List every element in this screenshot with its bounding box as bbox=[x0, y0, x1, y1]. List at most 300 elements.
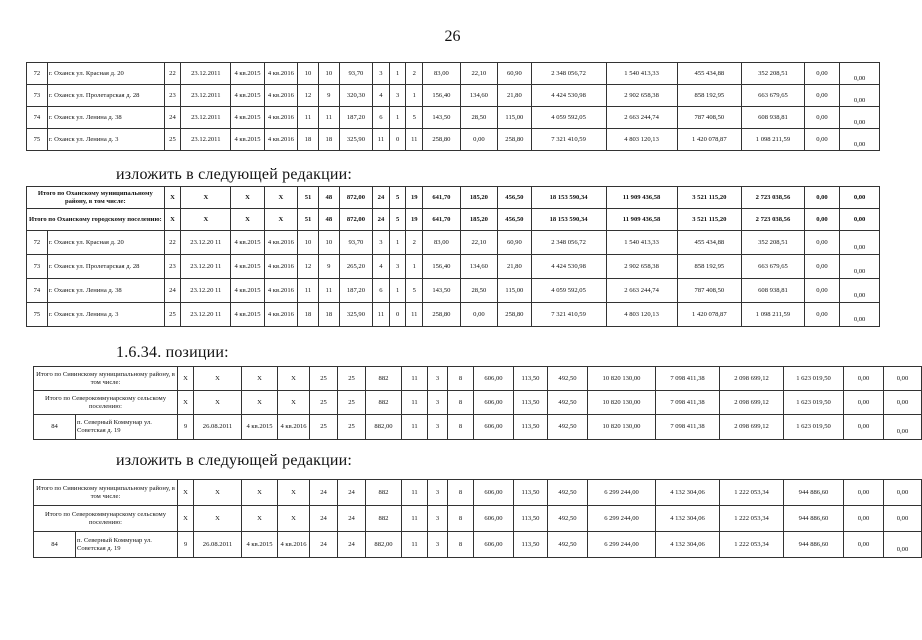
table-cell bbox=[474, 480, 514, 506]
cell-text: 4 803 120,13 bbox=[624, 135, 659, 143]
table-cell bbox=[164, 279, 181, 303]
cell-text: 944 886,60 bbox=[798, 514, 829, 522]
table-cell bbox=[742, 255, 805, 279]
cell-text: 0,00 bbox=[816, 69, 828, 77]
cell-text: 2 348 056,72 bbox=[551, 69, 586, 77]
table-cell bbox=[428, 391, 448, 415]
cell-text: 11 bbox=[411, 374, 418, 382]
table-cell bbox=[448, 532, 474, 558]
cell-text: 11 bbox=[411, 423, 418, 431]
table-cell bbox=[498, 303, 531, 327]
cell-text: 0,00 bbox=[816, 310, 828, 318]
cell-text: 84 bbox=[51, 540, 58, 548]
table-cell bbox=[884, 532, 922, 558]
cell-text: X bbox=[215, 374, 220, 382]
cell-text: 858 192,95 bbox=[694, 91, 725, 99]
cell-text: 1 623 019,50 bbox=[796, 374, 831, 382]
table-cell bbox=[366, 480, 402, 506]
cell-text: 4 кв.2016 bbox=[267, 238, 294, 246]
cell-text: 24 bbox=[377, 215, 385, 223]
table-cell bbox=[310, 506, 338, 532]
cell-text: 10 bbox=[325, 238, 333, 246]
table-cell bbox=[406, 107, 423, 129]
cell-text: 25 bbox=[169, 135, 176, 143]
table-cell bbox=[339, 209, 372, 231]
cell-text: 25 bbox=[320, 398, 327, 406]
cell-text: 72 bbox=[33, 238, 41, 246]
cell-text: 25 bbox=[348, 374, 355, 382]
cell-text: X bbox=[170, 193, 175, 201]
table-cell bbox=[278, 391, 310, 415]
cell-text: 0,00 bbox=[853, 291, 866, 299]
table-cell bbox=[278, 367, 310, 391]
cell-text: 0,00 bbox=[857, 540, 870, 548]
table-cell bbox=[804, 107, 839, 129]
table-cell bbox=[164, 255, 181, 279]
cell-text: 4 кв.2015 bbox=[234, 69, 261, 77]
table-cell bbox=[318, 107, 339, 129]
cell-text: г. Оханск ул. Красная д. 20 bbox=[48, 69, 124, 77]
cell-text: X bbox=[183, 374, 188, 382]
table-cell bbox=[548, 480, 588, 506]
cell-text: 134,60 bbox=[469, 91, 488, 99]
table-cell bbox=[588, 415, 656, 440]
cell-text: 0,00 bbox=[853, 215, 866, 223]
table-cell bbox=[264, 107, 297, 129]
table-cell bbox=[339, 107, 372, 129]
table-cell bbox=[318, 129, 339, 151]
table-cell bbox=[231, 209, 264, 231]
table-cell bbox=[27, 63, 48, 85]
table-cell bbox=[720, 391, 784, 415]
table-cell bbox=[231, 255, 264, 279]
table-cell bbox=[366, 532, 402, 558]
cell-text: 156,40 bbox=[432, 262, 451, 270]
table-cell bbox=[194, 480, 242, 506]
cell-text: 0,00 bbox=[816, 193, 828, 201]
table-cell bbox=[677, 209, 742, 231]
table-cell bbox=[548, 415, 588, 440]
table-cell bbox=[531, 187, 606, 209]
cell-text: 3 521 115,20 bbox=[692, 193, 727, 201]
table-cell bbox=[318, 279, 339, 303]
cell-text: 7 321 410,59 bbox=[551, 310, 586, 318]
table-cell bbox=[318, 85, 339, 107]
table-cell bbox=[423, 303, 461, 327]
cell-text: X bbox=[291, 374, 296, 382]
cell-text: 18 153 590,34 bbox=[549, 193, 588, 201]
cell-text: 185,20 bbox=[469, 215, 488, 223]
cell-text: 3 bbox=[435, 398, 440, 406]
cell-text: 4 кв.2016 bbox=[280, 423, 307, 431]
cell-text: 608 938,81 bbox=[758, 286, 788, 294]
table-cell bbox=[548, 532, 588, 558]
cell-text: 156,40 bbox=[432, 91, 451, 99]
table-cell bbox=[402, 367, 428, 391]
table-cell bbox=[840, 107, 880, 129]
cell-text: 882,00 bbox=[374, 540, 393, 548]
cell-text: 1 098 211,59 bbox=[755, 135, 791, 143]
cell-text: 113,50 bbox=[521, 488, 540, 496]
cell-text: X bbox=[215, 488, 220, 496]
cell-text: 3 521 115,20 bbox=[692, 215, 727, 223]
table-cell bbox=[423, 129, 461, 151]
table-cell bbox=[181, 63, 231, 85]
cell-text: 4 кв.2016 bbox=[267, 113, 294, 121]
table-cell bbox=[373, 209, 390, 231]
cell-text: 23.12.20 11 bbox=[190, 238, 222, 246]
table-cell bbox=[844, 480, 884, 506]
cell-text: 93,70 bbox=[348, 69, 364, 77]
table-cell bbox=[677, 187, 742, 209]
cell-text: X bbox=[170, 215, 175, 223]
table-cell bbox=[531, 85, 606, 107]
table-cell bbox=[804, 63, 839, 85]
table-cell bbox=[164, 209, 181, 231]
table-original-siva bbox=[33, 366, 922, 440]
cell-text: 7 098 411,38 bbox=[670, 423, 705, 431]
cell-text: 0,00 bbox=[816, 91, 828, 99]
table-cell bbox=[47, 231, 164, 255]
cell-text: 2 902 658,38 bbox=[624, 262, 659, 270]
cell-text: 113,50 bbox=[521, 514, 540, 522]
total-label-cell bbox=[34, 480, 178, 506]
table-cell bbox=[298, 279, 319, 303]
table-cell bbox=[514, 367, 548, 391]
cell-text: 325,90 bbox=[346, 310, 365, 318]
table-cell bbox=[448, 415, 474, 440]
cell-text: 74 bbox=[33, 113, 41, 121]
cell-text: 492,50 bbox=[558, 540, 577, 548]
cell-text: 11 909 436,58 bbox=[622, 193, 661, 201]
cell-text: 882 bbox=[378, 398, 389, 406]
table-cell bbox=[531, 231, 606, 255]
table-cell bbox=[720, 480, 784, 506]
cell-text: 4 424 530,98 bbox=[551, 91, 586, 99]
cell-text: X bbox=[215, 398, 220, 406]
cell-text: X bbox=[257, 398, 262, 406]
table-cell bbox=[514, 532, 548, 558]
table-cell bbox=[498, 129, 531, 151]
cell-text: 3 bbox=[435, 488, 440, 496]
table-cell bbox=[298, 303, 319, 327]
cell-text: 25 bbox=[348, 398, 355, 406]
cell-text: 11 bbox=[411, 540, 418, 548]
cell-text: 2 098 699,12 bbox=[734, 398, 769, 406]
table-cell bbox=[181, 303, 231, 327]
cell-text: 0 bbox=[395, 135, 400, 143]
table-cell bbox=[47, 85, 164, 107]
table-cell bbox=[656, 480, 720, 506]
table-cell bbox=[460, 129, 498, 151]
cell-text: 0,00 bbox=[816, 262, 828, 270]
table-cell bbox=[423, 107, 461, 129]
table-cell bbox=[428, 480, 448, 506]
cell-text: 0 bbox=[395, 310, 400, 318]
cell-text: X bbox=[257, 374, 262, 382]
cell-text: 10 bbox=[325, 69, 333, 77]
cell-text: 0,00 bbox=[473, 310, 485, 318]
table-cell bbox=[181, 129, 231, 151]
table-cell bbox=[373, 85, 390, 107]
cell-text: 606,00 bbox=[484, 398, 503, 406]
table-cell bbox=[389, 63, 406, 85]
cell-text: 606,00 bbox=[484, 540, 503, 548]
table-cell bbox=[366, 415, 402, 440]
table-cell bbox=[423, 63, 461, 85]
cell-text: 18 bbox=[304, 135, 312, 143]
table-cell bbox=[27, 255, 48, 279]
table-cell bbox=[242, 506, 278, 532]
cell-text: 3 bbox=[379, 69, 383, 77]
table-row bbox=[27, 85, 880, 107]
table-cell bbox=[677, 85, 742, 107]
cell-text: 606,00 bbox=[484, 514, 503, 522]
table-cell bbox=[498, 279, 531, 303]
table-row bbox=[34, 415, 922, 440]
table-cell bbox=[460, 107, 498, 129]
cell-text: 258,80 bbox=[505, 310, 524, 318]
cell-text: 641,70 bbox=[432, 193, 451, 201]
table-cell bbox=[588, 391, 656, 415]
table-cell bbox=[531, 303, 606, 327]
cell-text: 8 bbox=[458, 423, 463, 431]
table-cell bbox=[406, 129, 423, 151]
table-cell bbox=[677, 279, 742, 303]
cell-text: 11 bbox=[377, 310, 385, 318]
table-row bbox=[27, 279, 880, 303]
cell-text: 1 420 078,87 bbox=[692, 310, 727, 318]
table-cell bbox=[804, 279, 839, 303]
table-cell bbox=[784, 532, 844, 558]
table-cell bbox=[47, 279, 164, 303]
cell-text: 456,50 bbox=[505, 193, 524, 201]
cell-text: 4 424 530,98 bbox=[551, 262, 586, 270]
table-cell bbox=[720, 367, 784, 391]
cell-text: X bbox=[203, 193, 209, 201]
table-original-oxansk bbox=[26, 62, 880, 151]
table-cell bbox=[47, 107, 164, 129]
table-cell bbox=[310, 415, 338, 440]
cell-text: 455 434,88 bbox=[694, 69, 725, 77]
cell-text: 0,00 bbox=[857, 514, 870, 522]
cell-text: 11 bbox=[411, 310, 418, 318]
table-cell bbox=[389, 231, 406, 255]
page-number: 26 bbox=[444, 28, 461, 45]
cell-text: X bbox=[215, 514, 220, 522]
table-cell bbox=[742, 231, 805, 255]
table-cell bbox=[840, 209, 880, 231]
cell-text: X bbox=[183, 514, 188, 522]
cell-text: 2 bbox=[412, 238, 416, 246]
cell-text: 134,60 bbox=[469, 262, 488, 270]
table-cell bbox=[498, 107, 531, 129]
table-cell bbox=[406, 209, 423, 231]
table-cell bbox=[338, 415, 366, 440]
table-cell bbox=[181, 107, 231, 129]
table-cell bbox=[339, 279, 372, 303]
table-cell bbox=[389, 209, 406, 231]
cell-text: 23 bbox=[169, 91, 176, 99]
table-cell bbox=[298, 209, 319, 231]
table-cell bbox=[318, 209, 339, 231]
cell-text: 3 bbox=[435, 514, 440, 522]
cell-text: 51 bbox=[304, 215, 312, 223]
cell-text: X bbox=[183, 488, 188, 496]
table-cell bbox=[498, 231, 531, 255]
table-cell bbox=[402, 415, 428, 440]
cell-text: 1 bbox=[412, 91, 416, 99]
cell-text: 2 902 658,38 bbox=[624, 91, 659, 99]
table-cell bbox=[606, 279, 677, 303]
table-cell bbox=[181, 255, 231, 279]
table-cell bbox=[389, 255, 406, 279]
cell-text: 7 321 410,59 bbox=[551, 135, 586, 143]
table-cell bbox=[474, 532, 514, 558]
table-cell bbox=[460, 279, 498, 303]
table-cell bbox=[164, 85, 181, 107]
cell-text: 5 bbox=[412, 286, 416, 294]
table-row bbox=[27, 231, 880, 255]
table-cell bbox=[339, 231, 372, 255]
cell-text: 0,00 bbox=[896, 514, 909, 522]
table-cell bbox=[231, 129, 264, 151]
table-cell bbox=[606, 63, 677, 85]
table-cell bbox=[804, 85, 839, 107]
cell-text: 492,50 bbox=[558, 398, 577, 406]
table-cell bbox=[264, 279, 297, 303]
table-cell bbox=[531, 129, 606, 151]
cell-text: 23.12.2011 bbox=[191, 91, 221, 99]
cell-text: 11 bbox=[304, 113, 312, 121]
table-cell bbox=[34, 532, 76, 558]
cell-text: 492,50 bbox=[558, 374, 577, 382]
table-cell bbox=[742, 187, 805, 209]
table-cell bbox=[514, 391, 548, 415]
cell-text: 3 bbox=[435, 540, 440, 548]
table-cell bbox=[27, 107, 48, 129]
cell-text: 1 098 211,59 bbox=[755, 310, 791, 318]
cell-text: 492,50 bbox=[558, 423, 577, 431]
cell-text: 4 132 304,06 bbox=[670, 488, 705, 496]
table-cell bbox=[310, 391, 338, 415]
table-cell bbox=[677, 231, 742, 255]
table-cell bbox=[460, 209, 498, 231]
cell-text: 9 bbox=[183, 423, 188, 431]
table-cell bbox=[181, 231, 231, 255]
table-cell bbox=[231, 63, 264, 85]
table-cell bbox=[448, 391, 474, 415]
cell-text: X bbox=[183, 398, 188, 406]
cell-text: 22 bbox=[169, 238, 176, 246]
table-cell bbox=[242, 480, 278, 506]
table-cell bbox=[298, 107, 319, 129]
cell-text: 608 938,81 bbox=[758, 113, 788, 121]
cell-text: 26.08.2011 bbox=[202, 540, 233, 548]
cell-text: 60,90 bbox=[506, 69, 522, 77]
table-cell bbox=[318, 303, 339, 327]
table-cell bbox=[264, 255, 297, 279]
cell-text: 0,00 bbox=[853, 96, 866, 104]
cell-text: 4 кв.2016 bbox=[267, 286, 294, 294]
cell-text: 258,80 bbox=[432, 135, 451, 143]
cell-text: 325,90 bbox=[346, 135, 365, 143]
cell-text: 663 679,65 bbox=[758, 91, 788, 99]
cell-text: 4 кв.2015 bbox=[246, 423, 273, 431]
cell-text: Итого по Оханскому муниципальному району, в том числе: bbox=[37, 189, 153, 205]
table-row bbox=[27, 303, 880, 327]
cell-text: 6 bbox=[379, 286, 383, 294]
cell-text: 492,50 bbox=[558, 514, 577, 522]
cell-text: 24 bbox=[320, 540, 327, 548]
cell-text: 4 кв.2015 bbox=[234, 262, 261, 270]
table-cell bbox=[278, 480, 310, 506]
table-cell bbox=[428, 506, 448, 532]
cell-text: 19 bbox=[410, 215, 418, 223]
table-cell bbox=[606, 187, 677, 209]
table-cell bbox=[460, 187, 498, 209]
table-cell bbox=[840, 255, 880, 279]
table-cell bbox=[264, 85, 297, 107]
total-row bbox=[34, 506, 922, 532]
table-cell bbox=[804, 129, 839, 151]
table-cell bbox=[844, 532, 884, 558]
table-cell bbox=[373, 303, 390, 327]
cell-text: 115,00 bbox=[505, 286, 524, 294]
cell-text: 23.12.20 11 bbox=[190, 262, 222, 270]
table-cell bbox=[514, 480, 548, 506]
cell-text: 5 bbox=[395, 193, 400, 201]
cell-text: 24 bbox=[377, 193, 385, 201]
table-cell bbox=[742, 129, 805, 151]
table-cell bbox=[840, 279, 880, 303]
cell-text: 6 299 244,00 bbox=[604, 540, 639, 548]
table-cell bbox=[310, 367, 338, 391]
cell-text: 24 bbox=[348, 540, 355, 548]
cell-text: 22,10 bbox=[471, 238, 487, 246]
table-cell bbox=[178, 506, 194, 532]
cell-text: 3 bbox=[435, 374, 440, 382]
table-cell bbox=[406, 231, 423, 255]
cell-text: 24 bbox=[169, 286, 176, 294]
table-cell bbox=[840, 85, 880, 107]
table-cell bbox=[677, 63, 742, 85]
table-cell bbox=[339, 85, 372, 107]
table-cell bbox=[474, 367, 514, 391]
cell-text: 882,00 bbox=[374, 423, 393, 431]
cell-text: 456,50 bbox=[505, 215, 524, 223]
table-cell bbox=[298, 255, 319, 279]
table-cell bbox=[428, 532, 448, 558]
cell-text: 11 bbox=[304, 286, 312, 294]
table-cell bbox=[389, 187, 406, 209]
cell-text: 21,80 bbox=[506, 91, 522, 99]
table-cell bbox=[76, 532, 178, 558]
cell-text: г. Оханск ул. Ленина д. 3 bbox=[48, 310, 119, 318]
table-cell bbox=[310, 480, 338, 506]
table-row bbox=[27, 107, 880, 129]
table-row bbox=[34, 532, 922, 558]
cell-text: 1 222 053,34 bbox=[734, 540, 769, 548]
table-cell bbox=[47, 129, 164, 151]
table-cell bbox=[34, 415, 76, 440]
cell-text: 75 bbox=[33, 310, 41, 318]
table-cell bbox=[194, 367, 242, 391]
table-cell bbox=[460, 255, 498, 279]
cell-text: 5 bbox=[395, 215, 400, 223]
cell-text: 185,20 bbox=[469, 193, 488, 201]
table-cell bbox=[720, 506, 784, 532]
